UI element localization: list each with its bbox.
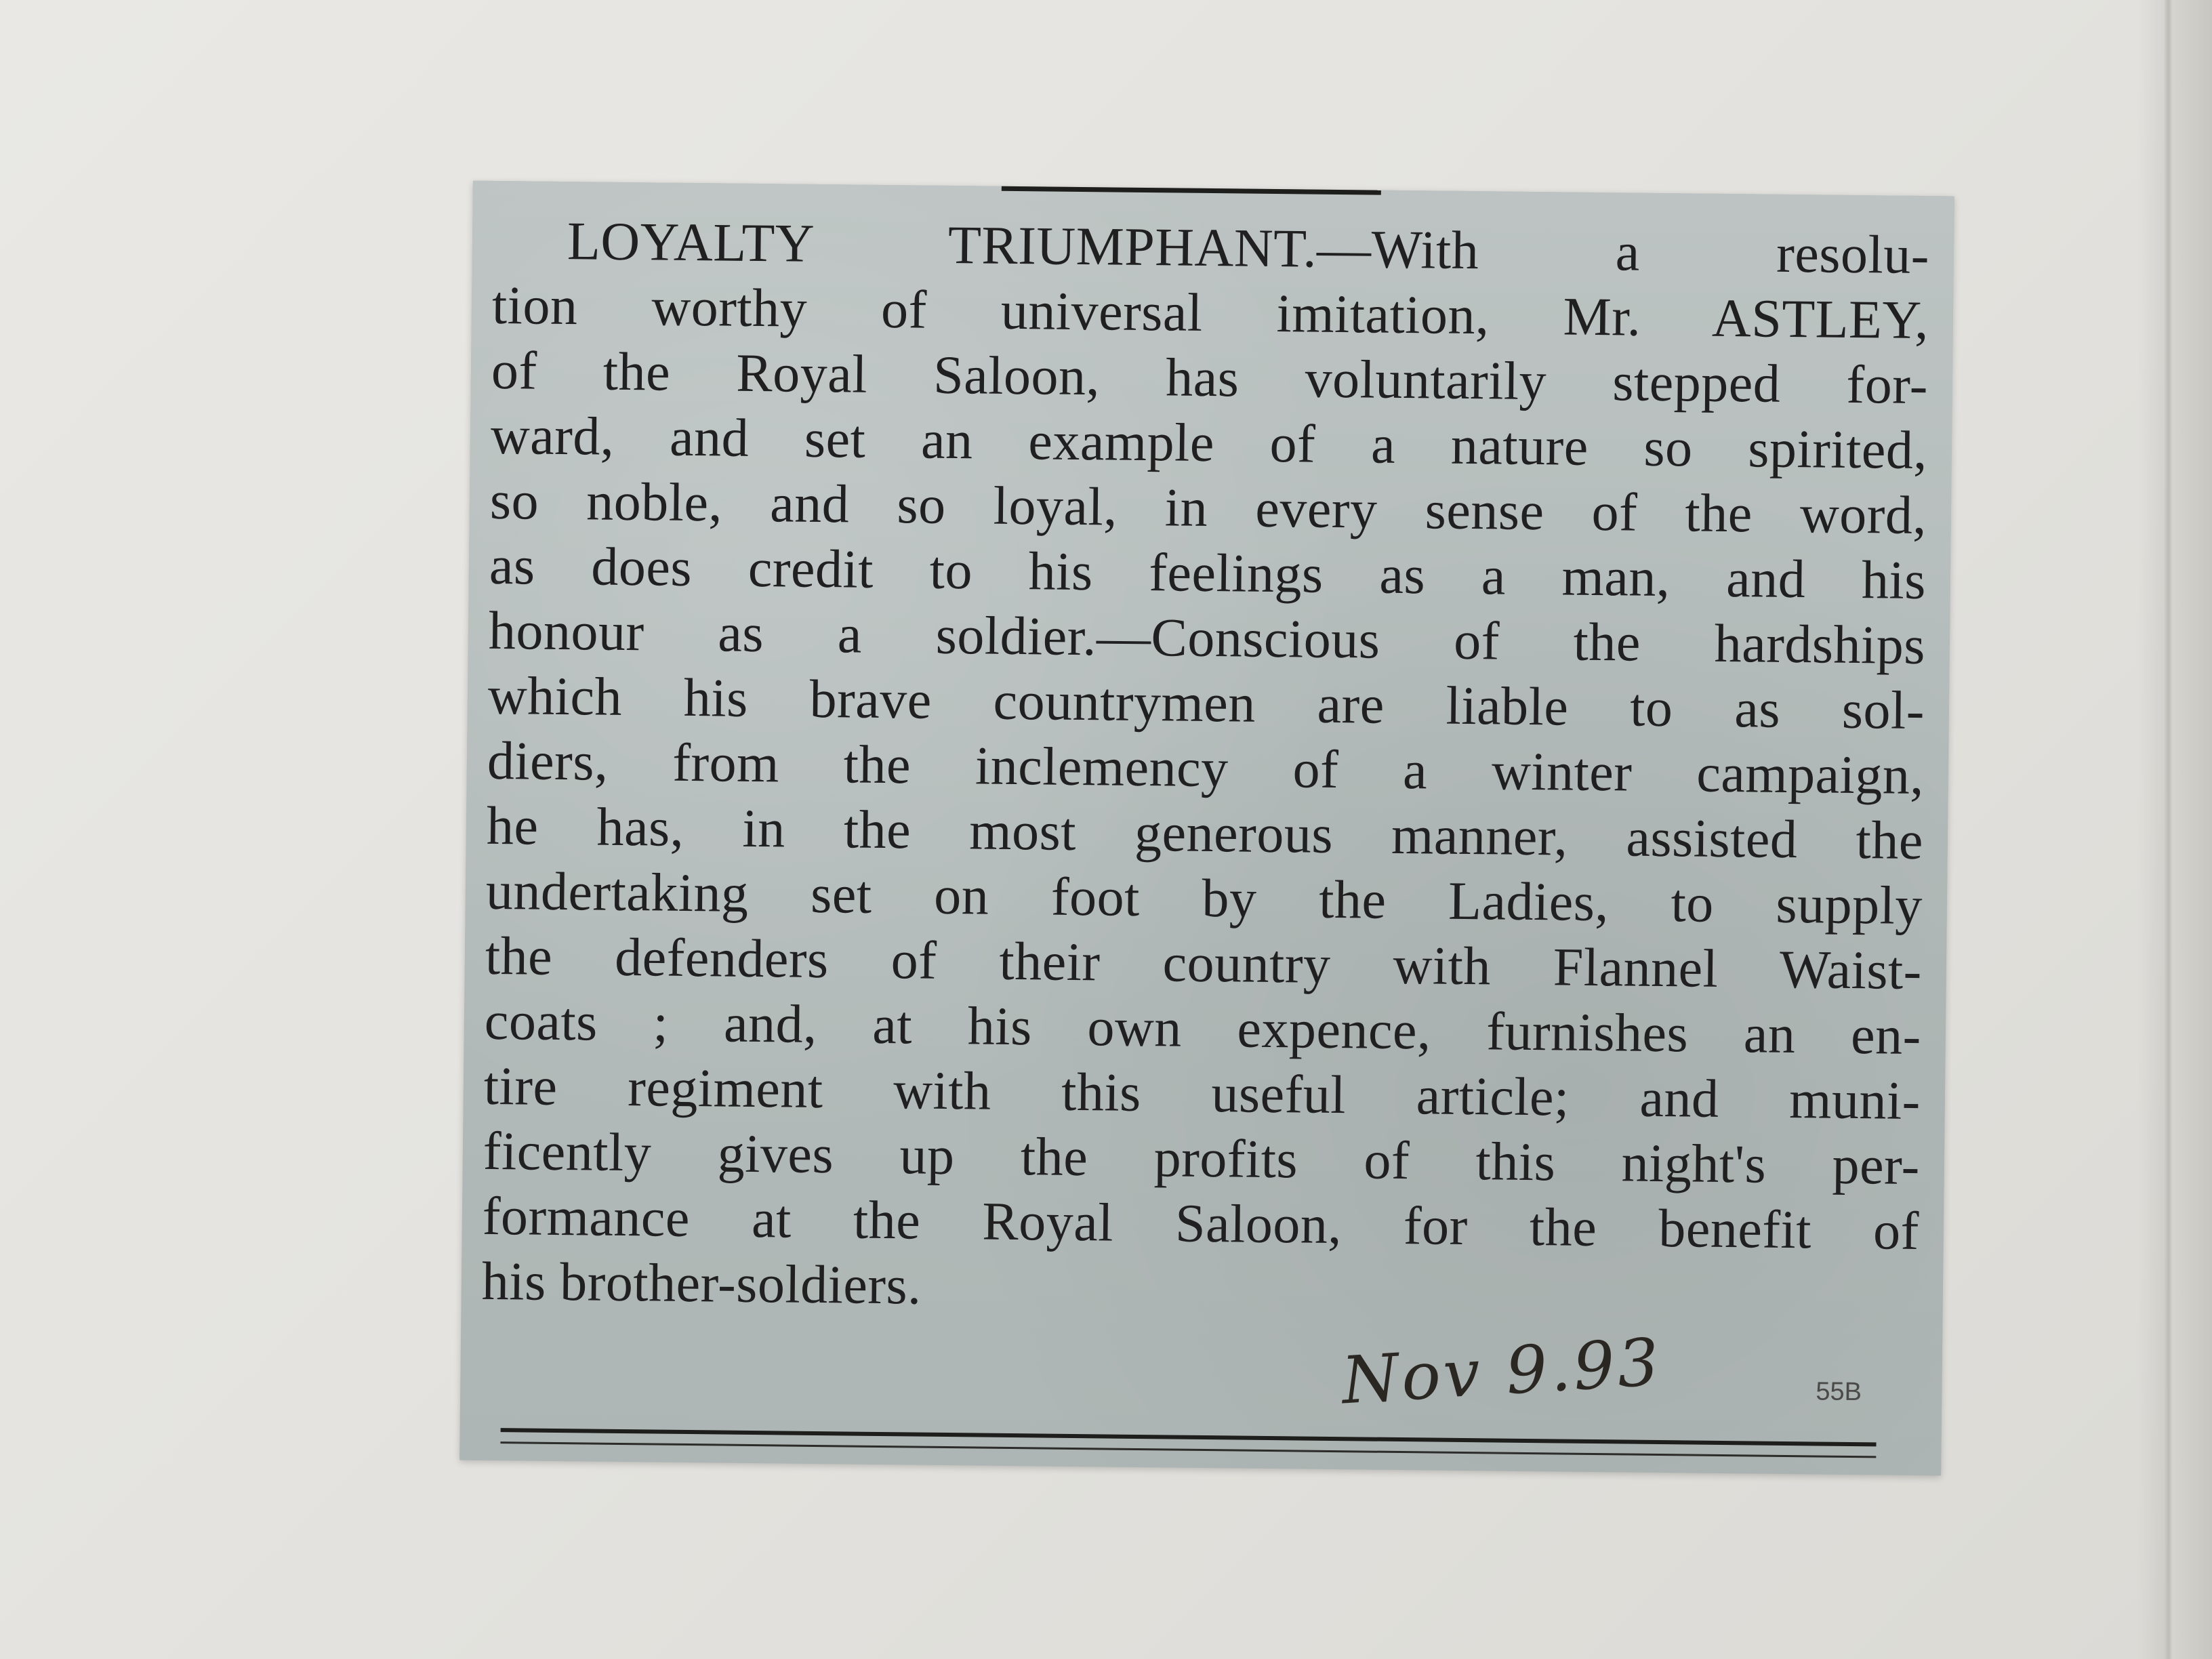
article-line: honour as a soldier.—Conscious of the hardships — [488, 600, 1926, 676]
article-line: undertaking set on foot by the Ladies, to supply — [485, 861, 1923, 937]
page-edge — [2165, 0, 2212, 1659]
article-line: of the Royal Saloon, has voluntarily stepped for- — [491, 340, 1929, 416]
article-line: tion worthy of universal imitation, Mr. ASTLEY, — [491, 275, 1929, 351]
article-line: so noble, and so loyal, in every sense of the word, — [489, 470, 1927, 546]
article-line: his brother-soldiers. — [481, 1251, 922, 1316]
page-gutter-shadow — [2137, 0, 2165, 1659]
article-line: LOYALTY TRIUMPHANT.—With a resolu- — [567, 211, 1930, 286]
article-line: ward, and set an example of a nature so spirited, — [490, 405, 1928, 481]
article-line: diers, from the inclemency of a winter campaign, — [487, 731, 1925, 806]
article-line: as does credit to his feelings as a man, and his — [489, 535, 1927, 611]
article-line: tire regiment with this useful article; and muni- — [483, 1056, 1921, 1132]
article-line: coats ; and, at his own expence, furnishes an en- — [484, 991, 1922, 1067]
article-line: he has, in the most generous manner, assisted the — [486, 796, 1924, 872]
article-line: formance at the Royal Saloon, for the benefit of — [482, 1186, 1920, 1262]
top-rule — [1002, 186, 1381, 195]
article-line: ficently gives up the profits of this night's per- — [483, 1121, 1921, 1197]
newspaper-clipping — [459, 181, 1954, 1476]
article-line: which his brave countrymen are liable to as sol- — [487, 665, 1925, 741]
article-line: the defenders of their country with Flannel Waist- — [485, 926, 1923, 1002]
handwritten-date: Nov 9.93 — [1339, 1324, 1664, 1419]
corner-mark: 55B — [1816, 1377, 1862, 1407]
article-text — [481, 208, 1929, 1329]
